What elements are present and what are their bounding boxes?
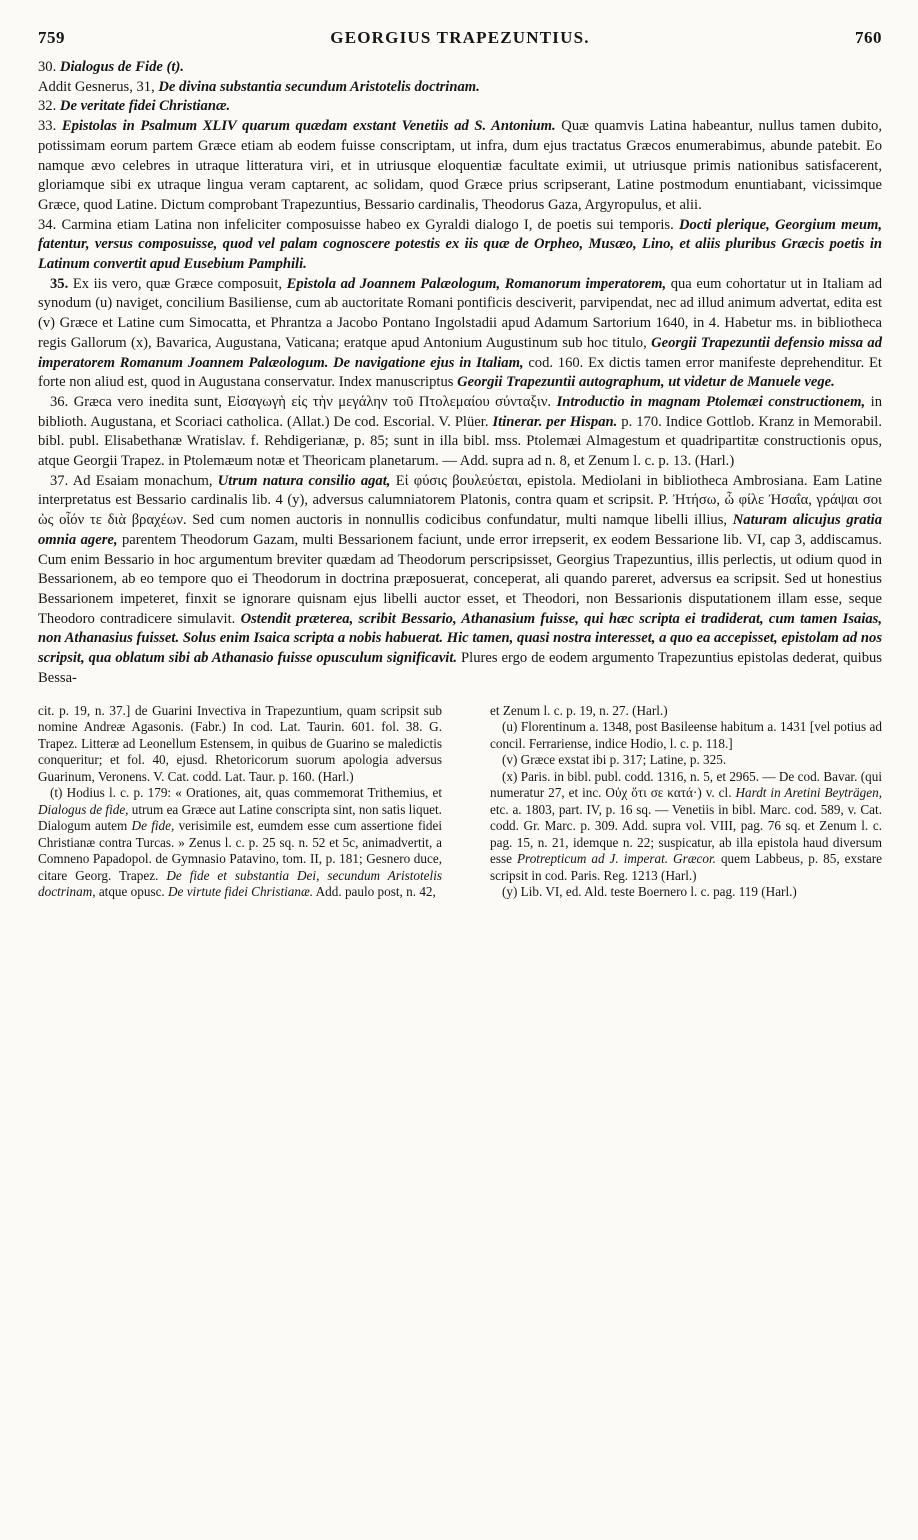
footnote-y: (y) Lib. VI, ed. Ald. teste Boernero l. c. pag. 119 (Harl.) (502, 884, 797, 899)
entry-number: 32. (38, 98, 57, 115)
entry-title: Itinerar. per Hispan. (492, 413, 618, 430)
entry-36 (38, 393, 882, 472)
entry-title: De divina substantia secundum Aristotelis doctrinam. (158, 78, 480, 95)
footnotes-left-column (38, 703, 442, 901)
entry-title: Epistola ad Joannem Palæologum, Romanorum imperatorem, (286, 275, 667, 292)
footnote-title: Dialogus de fide, (38, 801, 129, 817)
entry-text: Ex iis vero, quæ Græce composuit, (72, 275, 287, 292)
footnote-x (490, 769, 882, 885)
entry-number: 35. (50, 275, 69, 292)
entry-text: Εἰ φύσις βουλεύεται, epistola. Mediolani in bibliotheca Ambrosiana. Eam Latine interpretatus est Bessario cardinalis lib. 4 (y), adversus calumniatorem Platonis, contra quam et scripsit. P. Ἠτήσω, ὦ φίλε Ἠσαΐα, γράψαι σοι ὡς οἷόν τε διὰ βραχέων. Sed cum nomen auctoris in nonnullis codicibus confundatur, multi namque libelli illius, (38, 472, 883, 529)
footnote-continuation: cit. p. 19, n. 37.] de Guarini Invectiva in Trapezuntium, quam scripsit sub nomine Andreæ Agasonis. (Fabr.) In cod. Lat. Taurin. 601. fol. 38. G. Trapez. Litteræ ad Leonellum Estensem, in quibus de Guarino se maledictis conqueritur; et fol. 40, ejusd. Rhetoricorum suorum apologia adversus Guarinum, Veronens. V. Cat. codd. Lat. Taur. p. 160. (Harl.) (38, 702, 442, 784)
entry-35 (38, 275, 882, 393)
footnote-continuation: et Zenum l. c. p. 19, n. 27. (Harl.) (490, 702, 668, 718)
footnote-title: De virtute fidei Christianæ. (168, 884, 314, 899)
entry-title: Epistolas in Psalmum XLIV quarum quædam exstant Venetiis ad S. Antonium. (61, 118, 556, 135)
entry-title: Dialogus de Fide (t). (59, 59, 184, 75)
entry-title: Utrum natura consilio agat, (217, 472, 391, 489)
footnote-v: (v) Græce exstat ibi p. 317; Latine, p. 325. (502, 752, 727, 767)
running-title: GEORGIUS TRAPEZUNTIUS. (330, 28, 590, 47)
entry-text: cod. 160. Ex dictis tamen error manifeste deprehenditur. Et forte non aliud est, quod in Augustana conservatur. Index manuscriptus (38, 354, 882, 391)
footnote-title: Hardt in Aretini Beyträgen, (735, 785, 882, 800)
entry-text: Ad Esaiam monachum, (72, 472, 218, 489)
entry-number: 36. (50, 393, 69, 410)
entry-text: in biblioth. Augustana, et Scoriaci catholica. (Allat.) De cod. Escorial. V. Plüer. (38, 393, 883, 430)
running-head (38, 28, 882, 58)
footnotes (38, 703, 882, 901)
entry-30 (38, 58, 882, 78)
entry-text: Carmina etiam Latina non infeliciter composuisse habeo ex Gyraldi dialogo I, de poetis sui temporis. (61, 216, 674, 233)
footnote-u: (u) Florentinum a. 1348, post Basileense habitum a. 1431 [vel potius ad concil. Ferrariense, indice Hodio, l. c. p. 118.] (490, 719, 882, 751)
footnote-title: De fide et substantia Dei, secundum Aristotelis doctrinam, (38, 867, 442, 899)
entry-number: 37. (50, 472, 69, 489)
entry-number: 33. (38, 118, 57, 135)
entry-quote: Ostendit præterea, scribit Bessario, Athanasium fuisse, qui hæc scripta ei tradiderat, cum tamen Isaias, non Athanasius fuisset. Solus enim Isaica scripta a nobis habuerat. Hic tamen, quasi nostra interesset, a quo ea accepisset, epistolam ad nos scripsit, qua oblatum sibi ab Athanasio fuisse opusculum significavit. (38, 610, 882, 667)
entry-title: Introductio in magnam Ptolemæi constructionem, (556, 393, 866, 410)
entry-title: Naturam alicujus gratia omnia agere, (38, 512, 883, 548)
footnote-text: utrum ea Græce aut Latine conscripta sint, non satis liquet. Dialogum autem (38, 801, 442, 833)
entry-30-addition (38, 78, 882, 98)
entry-text: qua eum cohortatur ut in Italiam ad synodum (u) naviget, concilium Basiliense, cum ab auctoritate Romani pontificis desciverit, parvipendat, nec ad illud animum advertat, edita est (v) Græce et Latine cum Simocatta, et Phrantza a Jacobo Pontano Ingolstadii apud Adamum Sartorium 1640, in 4. Habetur ms. in bibliotheca regis Gallorum (x), Bavarica, Augustana, Vaticana; eratque apud Antonium Augustinum sub hoc titulo, (38, 275, 883, 351)
footnote-text: verisimile est, eumdem esse cum assertione fidei Christianæ contra Turcas. » Zenus l. c. p. 25 sq. n. 52 et 5c, animadvertit, a Comneno Papadopol. de Gymnasio Patavino, tom. II, p. 181; Gesnero duce, citare Georg. Trapez. (38, 818, 442, 883)
page-number-right: 760 (854, 28, 882, 47)
entry-text: p. 170. Indice Gottlob. Kranz in Memorabil. bibl. publ. Elisabethanæ Wratislav. f. Rehdigerianæ, p. 85; sunt in illa bibl. mss. Ptolemæi Almagestum et quadripartitæ constructionis opus, atque Georgii Trapez. in Ptolemæum notæ et Theoricam planetarum. — Add. supra ad n. 8, et Zenum l. c. p. 13. (Harl.) (38, 413, 883, 470)
entry-text: Quæ quamvis Latina habeantur, nullus tamen dubito, potissimam eorum partem Græce etiam ab eodem fuisse conscriptam, ut infra, dum ejus tractatus Græcos enumerabimus, abunde patebit. Eo namque ævo celebres in utraque litteratura viri, et in utriusque eloquentiæ facultate eximii, ut utriusque primis nationibus satisfacerent, gloriamque sibi ex utraque lingua veram captarent, ac solidam, quod Græce prius scripserant, Latine postmodum enuntiabant, vicissimque Græce, quod Latine. Dictum comprobant Trapezuntius, Bessario cardinalis, Theodorus Gaza, Argyropulus, et alii. (38, 118, 882, 213)
footnotes-right-column (490, 703, 882, 901)
entry-quote: Docti plerique, Georgium meum, fatentur, versus composuisse, quod vel palam cognoscere potestis ex iis quæ de Orpheo, Musæo, Lino, et aliis pluribus Græcis poetis in Latinum convertit apud Eusebium Pamphili. (38, 216, 882, 273)
footnote-t (38, 785, 442, 901)
entry-34 (38, 216, 882, 275)
footnote-text: (t) Hodius l. c. p. 179: « Orationes, ait, quas commemorat Trithemius, et (50, 785, 442, 800)
entry-33 (38, 117, 882, 216)
footnote-title: Protrepticum ad J. imperat. Græcor. (517, 851, 716, 866)
entry-37 (38, 472, 882, 689)
entry-text: Plures ergo de eodem argumento Trapezuntius epistolas dederat, quibus Bessa- (38, 650, 882, 686)
footnote-text: (x) Paris. in bibl. publ. codd. 1316, n. 5, et 2965. — De cod. Bavar. (qui numeratur 27, et inc. Οὐχ ὅτι σε κατά·) v. cl. (490, 768, 882, 800)
entry-title: Georgii Trapezuntii autographum, ut videtur de Manuele vege. (457, 374, 835, 391)
entry-title: Georgii Trapezuntii defensio missa ad imperatorem Romanum Joannem Palæologum. De navigatione ejus in Italiam, (38, 334, 882, 371)
main-text (38, 58, 882, 689)
footnote-text: atque opusc. (95, 884, 169, 899)
entry-text: Addit Gesnerus, 31, (38, 78, 159, 95)
footnote-title: De fide, (131, 818, 175, 833)
entry-title: De veritate fidei Christianæ. (59, 98, 231, 115)
entry-text: parentem Theodorum Gazam, multi Bessarionem faciunt, unde error irrepserit, ex eodem Bessarione lib. VI, cap 3, addiscamus. Cum enim Bessario in hoc argumentum breviter quædam ad Theodorum perscripsisset, Georgius Trapezuntius, illis perlectis, ut odium quod in Bessarionem, ab eo tempore quo ei Theodorum in doctrina præposuerat, conceperat, ali quando pareret, adversus ea scripsit. Sed ut honestius Bessarionem impeteret, finxit se ignorare quisnam ejus libelli auctor esset, et Theodori, non Bessarionis disputationem illam esse, seque Theodoro contradicere simulavit. (38, 531, 882, 627)
footnote-text: Add. paulo post, n. 42, (313, 884, 436, 899)
entry-32 (38, 97, 882, 117)
entry-text: Græca vero inedita sunt, Εἰσαγωγὴ εἰς τὴν μεγάλην τοῦ Πτολεμαίου σύνταξιν. (73, 393, 557, 410)
footnote-text: etc. a. 1803, part. IV, p. 16 sq. — Venetiis in bibl. Marc. cod. 589, v. Cat. codd. Gr. Marc. p. 309. Add. supra vol. VIII, pag. 76 sq. et Zenum l. c. pag. 15, n. 21, idemque n. 22; suspicatur, ab illa epistola haud diversum esse (490, 801, 882, 866)
page-number-left: 759 (38, 28, 65, 47)
entry-number: 30. (38, 59, 57, 75)
footnote-text: quem Labbeus, p. 85, exstare scripsit in cod. Paris. Reg. 1213 (Harl.) (490, 851, 882, 883)
entry-number: 34. (38, 216, 57, 233)
